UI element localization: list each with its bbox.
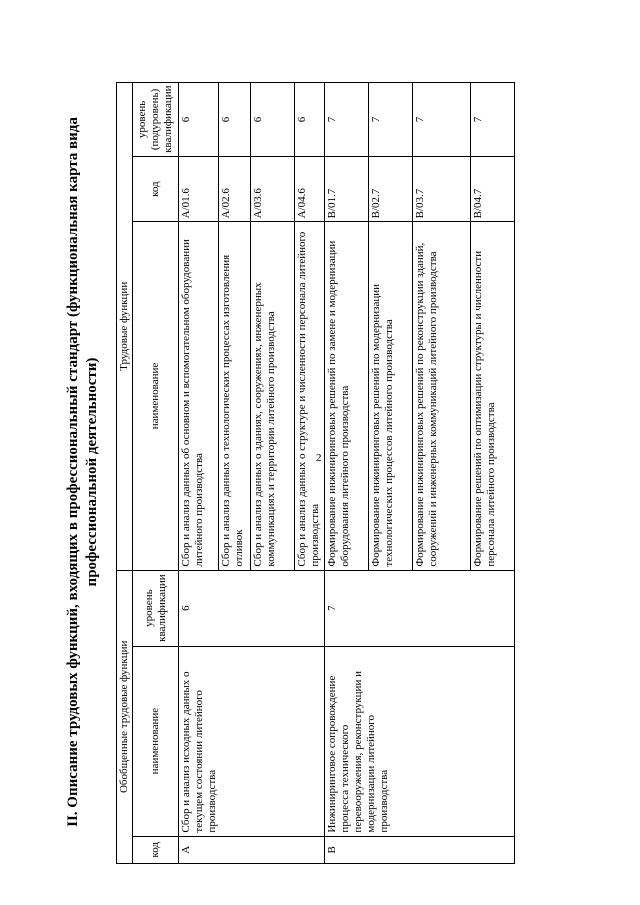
header-level: уровень квалификации bbox=[133, 570, 179, 646]
header-row-1 bbox=[117, 83, 133, 864]
functional-map-table bbox=[116, 82, 515, 864]
header-function-name: наименование bbox=[133, 222, 179, 570]
function-level: 6 bbox=[219, 83, 251, 157]
function-code: A/03.6 bbox=[251, 156, 295, 221]
function-code: A/02.6 bbox=[219, 156, 251, 221]
function-name: Сбор и анализ данных о структуре и численности персонала литейного производства bbox=[295, 222, 325, 570]
group-name: Сбор и анализ исходных данных о текущем состоянии литейного производства bbox=[179, 646, 325, 836]
function-level: 6 bbox=[251, 83, 295, 157]
header-function-code: код bbox=[133, 156, 179, 221]
function-code: B/01.7 bbox=[325, 156, 369, 221]
function-code: A/04.6 bbox=[295, 156, 325, 221]
group-level: 6 bbox=[179, 570, 325, 646]
function-level: 7 bbox=[325, 83, 369, 157]
rotated-page-content bbox=[58, 72, 578, 872]
group-code: A bbox=[179, 836, 325, 863]
function-name: Сбор и анализ данных о технологических процессах изготовления отливок bbox=[219, 222, 251, 570]
group-name: Инжиниринговое сопровождение процесса технического перевооружения, реконструкции и модернизации литейного производства bbox=[325, 646, 515, 836]
function-name: Формирование инжиниринговых решений по реконструкции зданий, сооружений и инженерных коммуникаций литейного производства bbox=[413, 222, 471, 570]
header-name: наименование bbox=[133, 646, 179, 836]
function-code: A/01.6 bbox=[179, 156, 219, 221]
table-row bbox=[325, 83, 369, 864]
function-name: Формирование инжиниринговых решений по модернизации технологических процессов литейного производства bbox=[369, 222, 413, 570]
header-labor-functions: Трудовые функции bbox=[117, 83, 133, 571]
function-level: 6 bbox=[295, 83, 325, 157]
function-name: Сбор и анализ данных об основном и вспомогательном оборудовании литейного производства bbox=[179, 222, 219, 570]
header-sublevel: уровень (подуровень) квалификации bbox=[133, 83, 179, 157]
header-row-2 bbox=[133, 83, 179, 864]
function-name: Формирование решений по оптимизации структуры и численности персонала литейного производства bbox=[471, 222, 515, 570]
function-code: B/04.7 bbox=[471, 156, 515, 221]
section-title: II. Описание трудовых функций, входящих в профессиональный стандарт (функциональная карта вида профессиональной деятельности) bbox=[65, 117, 100, 827]
header-code: код bbox=[133, 836, 179, 863]
page-number: 2 bbox=[316, 452, 322, 464]
header-generalized: Обобщенные трудовые функции bbox=[117, 570, 133, 863]
function-level: 7 bbox=[471, 83, 515, 157]
function-name: Сбор и анализ данных о зданиях, сооружениях, инженерных коммуникациях и территории литейного производства bbox=[251, 222, 295, 570]
function-level: 6 bbox=[179, 83, 219, 157]
table-row bbox=[179, 83, 219, 864]
function-level: 7 bbox=[369, 83, 413, 157]
function-name: Формирование инжиниринговых решений по замене и модернизации оборудования литейного производства bbox=[325, 222, 369, 570]
group-code: B bbox=[325, 836, 515, 863]
function-code: B/02.7 bbox=[369, 156, 413, 221]
function-code: B/03.7 bbox=[413, 156, 471, 221]
group-level: 7 bbox=[325, 570, 515, 646]
function-level: 7 bbox=[413, 83, 471, 157]
